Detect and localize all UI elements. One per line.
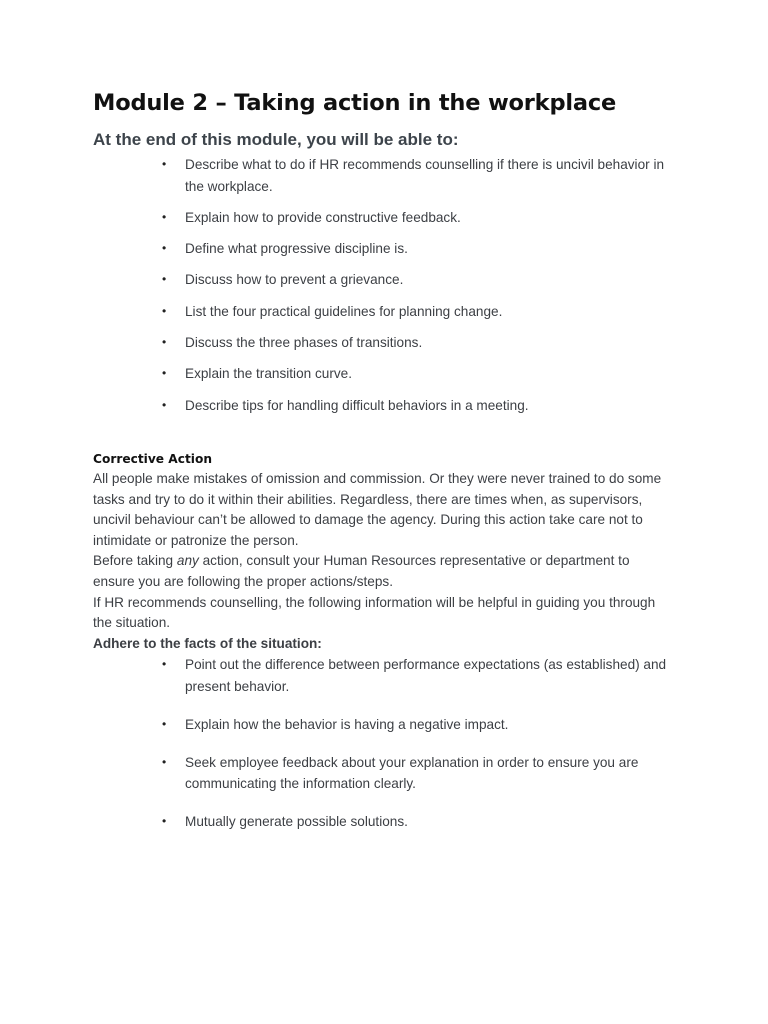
bullet-icon: • [162, 272, 167, 287]
list-item [93, 301, 673, 323]
list-item-text: Seek employee feedback about your explanation in order to ensure you are communicating the information clearly. [185, 754, 639, 792]
page-title: Module 2 – Taking action in the workplace [93, 90, 617, 116]
list-item-text: Explain how to provide constructive feedback. [185, 209, 461, 225]
bullet-icon: • [162, 754, 167, 769]
paragraph-text: action, consult your Human Resources representative or department to ensure you are following the proper actions/steps. [93, 553, 630, 590]
objectives-subtitle: At the end of this module, you will be able to: [93, 130, 459, 149]
list-item [93, 154, 673, 197]
paragraph-mistakes: All people make mistakes of omission and commission. Or they were never trained to do some tasks and try to do it within their abilities. Regardless, there are times when, as supervisors, uncivil behaviour can’t be allowed to damage the agency. During this action take care not to intimidate or patronize the person. [93, 471, 662, 548]
facts-list [93, 654, 673, 833]
paragraph-counselling: If HR recommends counselling, the following information will be helpful in guiding you through the situation. [93, 594, 656, 631]
bullet-icon: • [162, 814, 167, 829]
emphasis-text: any [176, 553, 199, 569]
bullet-icon: • [162, 303, 167, 318]
list-item [93, 207, 673, 229]
list-item [93, 714, 673, 736]
objectives-list [93, 154, 673, 416]
list-item-text: List the four practical guidelines for planning change. [185, 303, 503, 319]
paragraph-text: Before taking [93, 553, 177, 569]
paragraph-consult-hr [93, 551, 673, 592]
bullet-icon: • [162, 209, 167, 224]
corrective-action-heading: Corrective Action [93, 452, 212, 467]
list-item [93, 654, 673, 697]
list-item [93, 752, 673, 795]
list-item [93, 238, 673, 260]
list-item-text: Describe what to do if HR recommends counselling if there is uncivil behavior in the workplace. [185, 157, 665, 194]
bullet-icon: • [162, 241, 167, 256]
list-item-text: Mutually generate possible solutions. [185, 814, 408, 830]
bullet-icon: • [162, 397, 167, 412]
list-item [93, 332, 673, 354]
list-item-text: Discuss how to prevent a grievance. [185, 272, 404, 288]
facts-heading: Adhere to the facts of the situation: [93, 635, 322, 651]
list-item-text: Discuss the three phases of transitions. [185, 334, 423, 350]
list-item [93, 811, 673, 833]
bullet-icon: • [162, 157, 167, 171]
list-item [93, 363, 673, 385]
list-item-text: Explain how the behavior is having a negative impact. [185, 716, 509, 732]
list-item-text: Point out the difference between performance expectations (as established) and present behavior. [185, 657, 667, 694]
list-item-text: Describe tips for handling difficult behaviors in a meeting. [185, 397, 529, 413]
document-page [93, 86, 673, 849]
list-item [93, 395, 673, 417]
list-item-text: Define what progressive discipline is. [185, 241, 408, 257]
bullet-icon: • [162, 716, 167, 731]
bullet-icon: • [162, 366, 167, 381]
bullet-icon: • [162, 657, 167, 672]
bullet-icon: • [162, 334, 167, 349]
list-item-text: Explain the transition curve. [185, 366, 352, 382]
list-item [93, 269, 673, 291]
